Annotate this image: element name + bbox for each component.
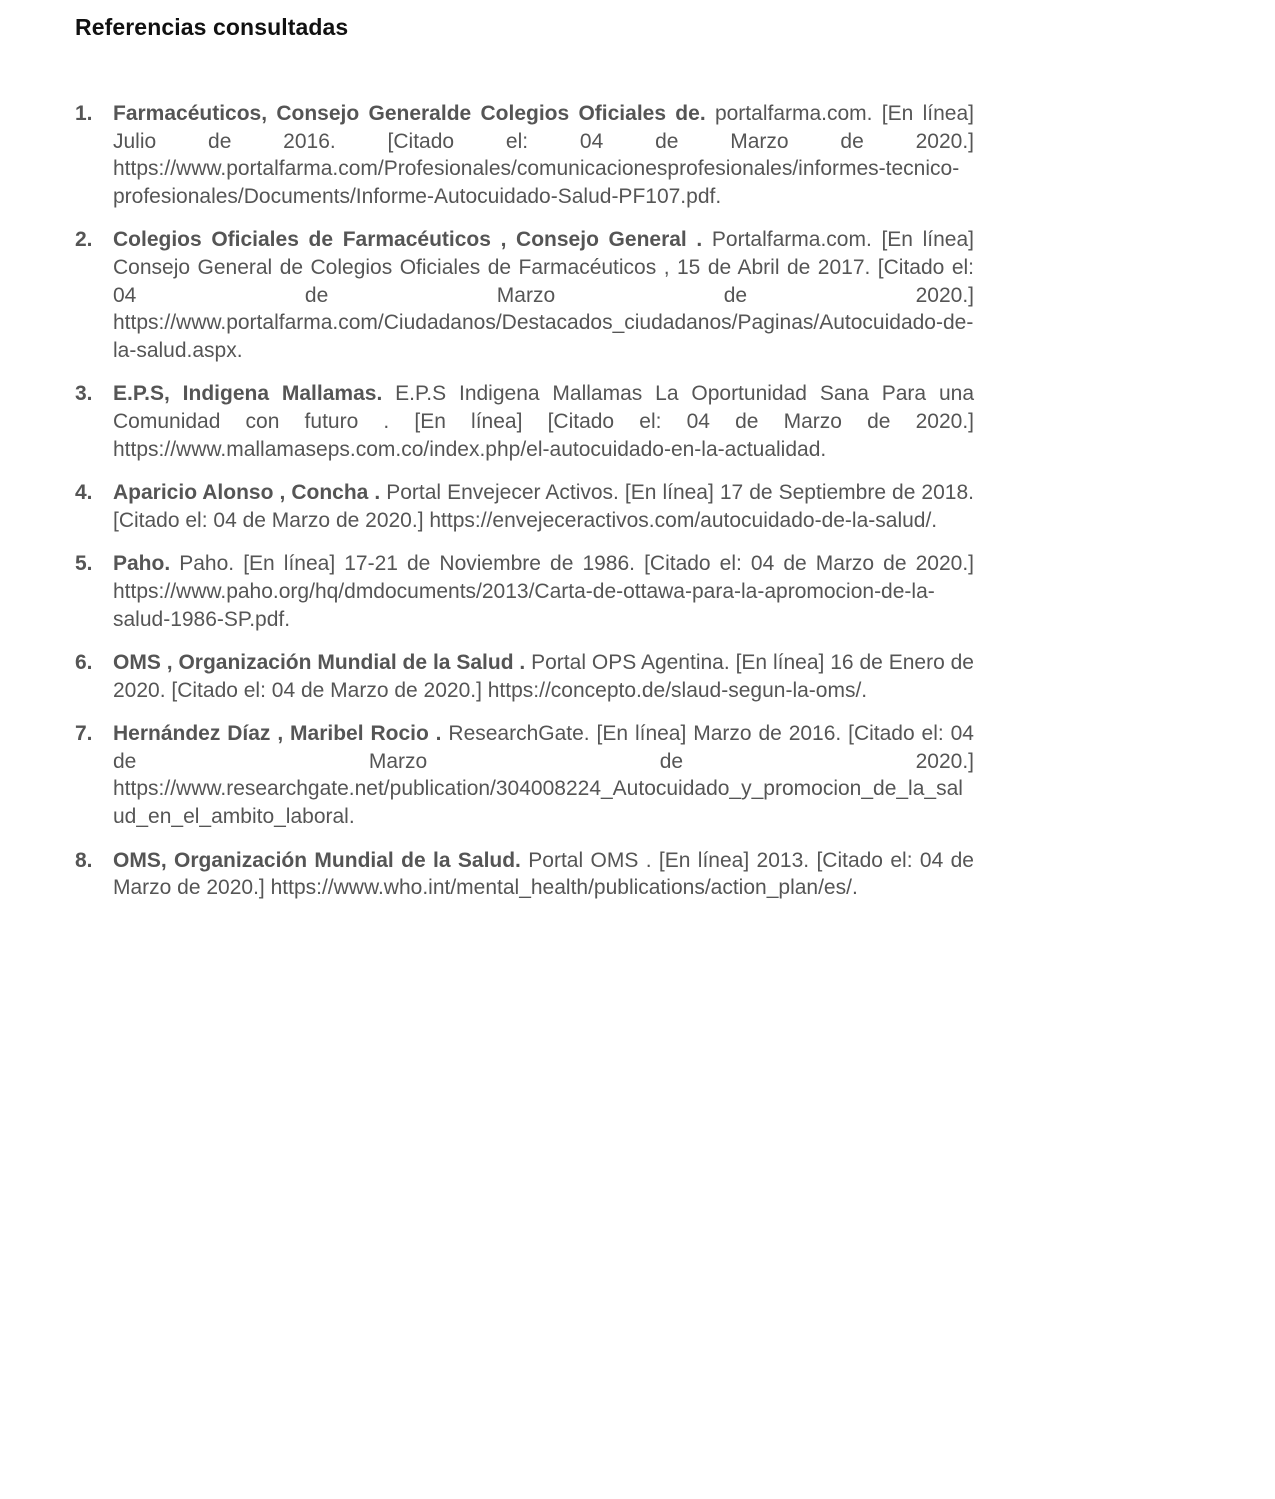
reference-item-6 xyxy=(75,649,974,704)
reference-text: Portal Envejecer Activos. [En línea] 17 de Septiembre de 2018. [Citado el: 04 de Marzo de 2020.] https://envejeceractivos.com/autocuidado-de-la-salud/. xyxy=(113,481,974,532)
reference-author: Colegios Oficiales de Farmacéuticos , Consejo General . xyxy=(113,228,712,252)
reference-item-5 xyxy=(75,550,974,633)
reference-author: E.P.S, Indigena Mallamas. xyxy=(113,382,396,406)
reference-number: 4. xyxy=(75,481,93,505)
reference-text: ResearchGate. [En línea] Marzo de 2016. [Citado el: 04 de Marzo de 2020.] https://www.researchgate.net/publication/304008224_Autocuidado_y_promocion_de_la_salud_en_el_ambito_laboral. xyxy=(113,722,974,829)
reference-text: Portal OMS . [En línea] 2013. [Citado el: 04 de Marzo de 2020.] https://www.who.int/mental_health/publications/action_plan/es/. xyxy=(113,848,974,900)
reference-number: 7. xyxy=(75,722,93,746)
reference-number: 5. xyxy=(75,552,93,576)
reference-text: E.P.S Indigena Mallamas La Oportunidad Sana Para una Comunidad con futuro . [En línea] [Citado el: 04 de Marzo de 2020.] https://www.mallamaseps.com.co/index.php/el-autocuidado-en-la-actualidad. xyxy=(113,382,974,461)
reference-number: 6. xyxy=(75,651,93,675)
reference-item-2 xyxy=(75,226,974,364)
reference-author: Paho. xyxy=(113,552,180,576)
reference-number: 3. xyxy=(75,382,93,406)
reference-author: OMS, Organización Mundial de la Salud. xyxy=(113,848,529,872)
reference-item-3 xyxy=(75,380,974,463)
reference-item-1 xyxy=(75,100,974,210)
reference-author: OMS , Organización Mundial de la Salud . xyxy=(113,651,532,675)
reference-number: 2. xyxy=(75,228,93,252)
reference-author: Farmacéuticos, Consejo Generalde Colegios Oficiales de. xyxy=(113,102,715,125)
reference-text: Paho. [En línea] 17-21 de Noviembre de 1986. [Citado el: 04 de Marzo de 2020.] https://www.paho.org/hq/dmdocuments/2013/Carta-de-ottawa-para-la-apromocion-de-la-salud-1986-SP.pdf. xyxy=(113,552,974,631)
reference-item-7 xyxy=(75,720,974,830)
reference-text: portalfarma.com. [En línea] Julio de 2016. [Citado el: 04 de Marzo de 2020.] https://www.portalfarma.com/Profesionales/comunicacionesprofesionales/informes-tecnico-profesionales/Documents/Informe-Autocuidado-Salud-PF107.pdf. xyxy=(113,102,974,208)
reference-text: Portal OPS Agentina. [En línea] 16 de Enero de 2020. [Citado el: 04 de Marzo de 2020.] https://concepto.de/slaud-segun-la-oms/. xyxy=(113,651,974,702)
reference-number: 8. xyxy=(75,848,93,872)
reference-list xyxy=(75,100,974,918)
reference-number: 1. xyxy=(75,102,93,125)
reference-item-8 xyxy=(75,847,974,902)
reference-item-4 xyxy=(75,479,974,534)
reference-author: Hernández Díaz , Maribel Rocio . xyxy=(113,722,449,746)
section-title: Referencias consultadas xyxy=(75,14,349,40)
reference-author: Aparicio Alonso , Concha . xyxy=(113,481,387,505)
reference-text: Portalfarma.com. [En línea] Consejo General de Colegios Oficiales de Farmacéuticos , 15 de Abril de 2017. [Citado el: 04 de Marzo de 2020.] https://www.portalfarma.com/Ciudadanos/Destacados_ciudadanos/Paginas/Autocuidado-de-la-salud.aspx. xyxy=(113,228,974,362)
